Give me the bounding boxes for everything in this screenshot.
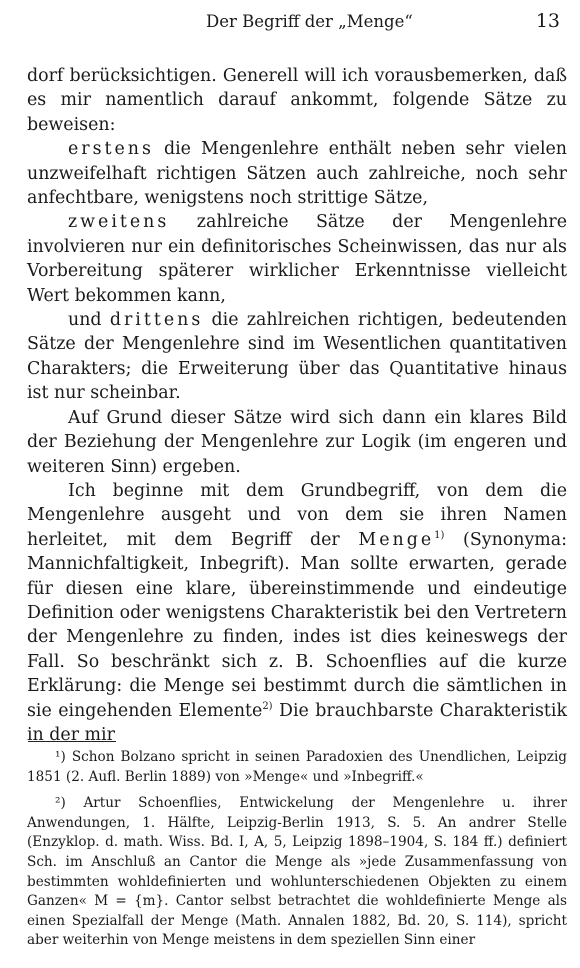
footnotes: [27, 748, 567, 958]
paragraph-drittens: [27, 308, 567, 406]
footnote-1: [27, 748, 567, 787]
running-header: [28, 8, 566, 38]
paragraph-grundbegriff: [27, 479, 567, 747]
paragraph-zweitens: [27, 210, 567, 308]
footnote-text: Schon Bolzano spricht in seinen Paradoxien des Unendlichen, Leipzig 1851 (2. Aufl. Berlin 1889) von »Menge« und »Inbegriff.«: [27, 749, 567, 785]
paragraph-text: Die brauchbarste Charakteristik in der mir: [27, 700, 567, 745]
paragraph-text: (Synonyma: Mannichfaltigkeit, Inbegrift). Man sollte erwarten, gerade für diesen eine klare, übereinstimmende und eindeutige Definition oder wenigstens Charakteristik bei den Vertretern der Mengenlehre zu finden, indes ist dies keineswegs der Fall. So beschränkt sich z. B. Schoenflies auf die kurze Erklärung: die Menge sei bestimmt durch die sämtlichen in sie eingehenden Elemente: [27, 529, 567, 721]
paragraph-auf-grund: [27, 406, 567, 479]
paragraph-text: die Mengenlehre enthält neben sehr vielen unzweifelhaft richtigen Sätzen auch zahlreiche, noch sehr anfechtbare, wenigstens noch strittige Sätze,: [27, 139, 567, 209]
footnote-divider: [28, 741, 116, 742]
footnote-mark: ²): [55, 795, 66, 812]
paragraph-text: zahlreiche Sätze der Mengenlehre involvieren nur ein definitorisches Scheinwissen, das nur als Vorbereitung späterer wirklicher Erkenntnisse vielleicht Wert bekommen kann,: [27, 212, 567, 306]
paragraph-1: [27, 64, 567, 137]
footnote-text: Artur Schoenflies, Entwickelung der Mengenlehre u. ihrer Anwendungen, 1. Hälfte, Leipzig-Berlin 1913, S. 5. An andrer Stelle (Enzyklop. d. math. Wiss. Bd. I, A, 5, Leipzig 1898–1904, S. 184 ff.) definiert Sch. im Anschluß an Cantor die Menge als »jede Zusammenfassung von bestimmten wohldefinierten und wohlunterschiedenen Objekten zu einem Ganzen« M = {m}. Cantor selbst betrachtet die wohldefinierte Menge als einen Spezialfall der Menge (Math. Annalen 1882, Bd. 20, S. 114), spricht aber weiterhin von Menge meistens in dem speziellen Sinn einer: [27, 795, 567, 949]
spaced-word: zweitens: [68, 212, 170, 233]
footnote-ref-2[interactable]: 2): [262, 700, 273, 712]
footnote-ref-1[interactable]: 1): [434, 529, 445, 541]
paragraph-text: dorf berücksichtigen. Generell will ich vorausbemerken, daß es mir namentlich darauf ankommt, folgende Sätze zu beweisen:: [27, 66, 567, 135]
page-number: 13: [535, 10, 560, 32]
footnote-2: [27, 794, 567, 951]
paragraph-erstens: [27, 137, 567, 210]
spaced-word: Menge: [358, 529, 435, 550]
lead-word: und: [68, 310, 110, 331]
spaced-word: drittens: [109, 310, 204, 331]
paragraph-text: Auf Grund dieser Sätze wird sich dann ein klares Bild der Beziehung der Mengenlehre zur Logik (im engeren und weiteren Sinn) ergeben.: [27, 407, 567, 477]
running-title: Der Begriff der „Menge“: [206, 12, 413, 31]
paragraph-text: die zahlreichen richtigen, bedeutenden Sätze der Mengenlehre sind im Wesentlichen quantitativen Charakters; die Erweiterung über das Quantitative hinaus ist nur scheinbar.: [27, 310, 567, 404]
spaced-word: erstens: [68, 139, 154, 160]
footnote-mark: ¹): [55, 749, 66, 765]
paragraph-text: Ich beginne mit dem Grundbegriff, von dem die Mengenlehre ausgeht und von dem sie ihren Namen herleitet, mit dem Begriff der: [27, 480, 567, 550]
body-text: [27, 64, 567, 747]
